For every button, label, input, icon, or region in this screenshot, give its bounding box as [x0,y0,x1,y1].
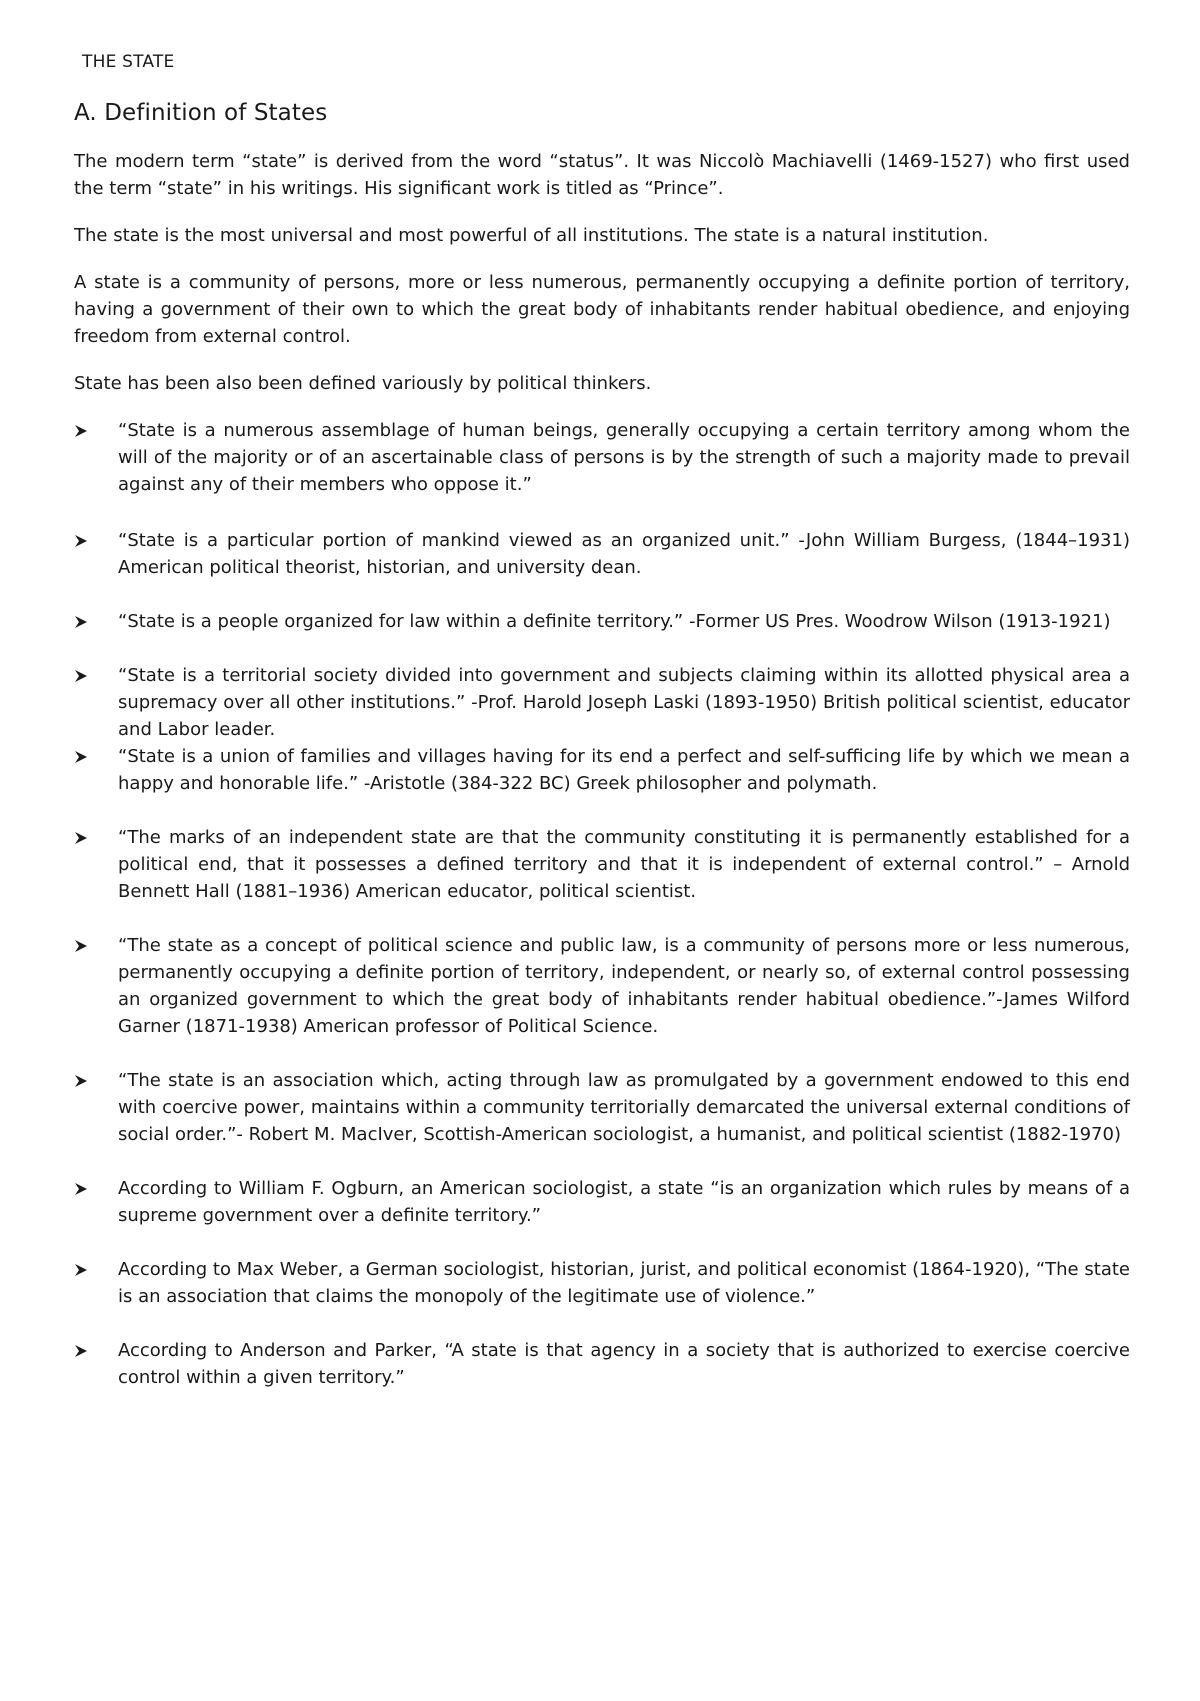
document-page [74,50,1130,1391]
arrowhead-bullet-icon [74,1182,88,1196]
paragraph-definition: A state is a community of persons, more or less numerous, permanently occupying a definite portion of territory, having a government of their own to which the great body of inhabitants render habitual obedience, and enjoying freedom from external control. [74,272,1130,347]
list-item [74,527,1130,581]
arrowhead-bullet-icon [74,669,88,683]
list-item [74,743,1130,797]
list-item [74,932,1130,1040]
list-item [74,1256,1130,1310]
list-item [74,417,1130,498]
arrowhead-bullet-icon [74,534,88,548]
paragraph-origin: The modern term “state” is derived from the word “status”. It was Niccolò Machiavelli (1469-1527) who first used the term “state” in his writings. His significant work is titled as “Prince”. [74,151,1130,199]
arrowhead-bullet-icon [74,1263,88,1277]
arrowhead-bullet-icon [74,615,88,629]
document-title: THE STATE [82,52,175,72]
definition-text: “State is a people organized for law within a definite territory.” -Former US Pres. Woodrow Wilson (1913-1921) [118,611,1111,632]
definition-text: “The state as a concept of political science and public law, is a community of persons more or less numerous, permanently occupying a definite portion of territory, independent, or nearly so, of external control possessing an organized government to which the great body of inhabitants render habitual obedience.”-James Wilford Garner (1871-1938) American professor of Political Science. [118,935,1130,1037]
definition-text: “State is a territorial society divided into government and subjects claiming within its allotted physical area a supremacy over all other institutions.” -Prof. Harold Joseph Laski (1893-1950) British political scientist, educator and Labor leader. [118,665,1130,740]
definitions-list [74,417,1130,1391]
arrowhead-bullet-icon [74,939,88,953]
list-item [74,662,1130,743]
list-item [74,1175,1130,1229]
paragraph-universal: The state is the most universal and most powerful of all institutions. The state is a natural institution. [74,225,989,246]
definition-text: According to Anderson and Parker, “A state is that agency in a society that is authorized to exercise coercive control within a given territory.” [118,1340,1130,1388]
list-item [74,1067,1130,1148]
list-item [74,824,1130,905]
section-heading: A. Definition of States [74,100,328,126]
definition-text: “State is a particular portion of mankind viewed as an organized unit.” -John William Burgess, (1844–1931) American political theorist, historian, and university dean. [118,530,1130,578]
arrowhead-bullet-icon [74,831,88,845]
definition-text: According to William F. Ogburn, an American sociologist, a state “is an organization which rules by means of a supreme government over a definite territory.” [118,1178,1130,1226]
list-item [74,1337,1130,1391]
definition-text: “State is a numerous assemblage of human beings, generally occupying a certain territory among whom the will of the majority or of an ascertainable class of persons is by the strength of such a majority made to prevail against any of their members who oppose it.” [118,420,1130,495]
arrowhead-bullet-icon [74,424,88,438]
paragraph-intro-thinkers: State has been also been defined variously by political thinkers. [74,373,652,394]
arrowhead-bullet-icon [74,1074,88,1088]
list-item [74,608,1130,635]
definition-text: “The state is an association which, acting through law as promulgated by a government endowed to this end with coercive power, maintains within a community territorially demarcated the universal external conditions of social order.”- Robert M. MacIver, Scottish-American sociologist, a humanist, and political scientist (1882-1970) [118,1070,1130,1145]
arrowhead-bullet-icon [74,1344,88,1358]
definition-text: “The marks of an independent state are that the community constituting it is permanently established for a political end, that it possesses a defined territory and that it is independent of external control.” – Arnold Bennett Hall (1881–1936) American educator, political scientist. [118,827,1130,902]
definition-text: According to Max Weber, a German sociologist, historian, jurist, and political economist (1864-1920), “The state is an association that claims the monopoly of the legitimate use of violence.” [118,1259,1130,1307]
arrowhead-bullet-icon [74,750,88,764]
definition-text: “State is a union of families and villages having for its end a perfect and self-sufficing life by which we mean a happy and honorable life.” -Aristotle (384-322 BC) Greek philosopher and polymath. [118,746,1130,794]
